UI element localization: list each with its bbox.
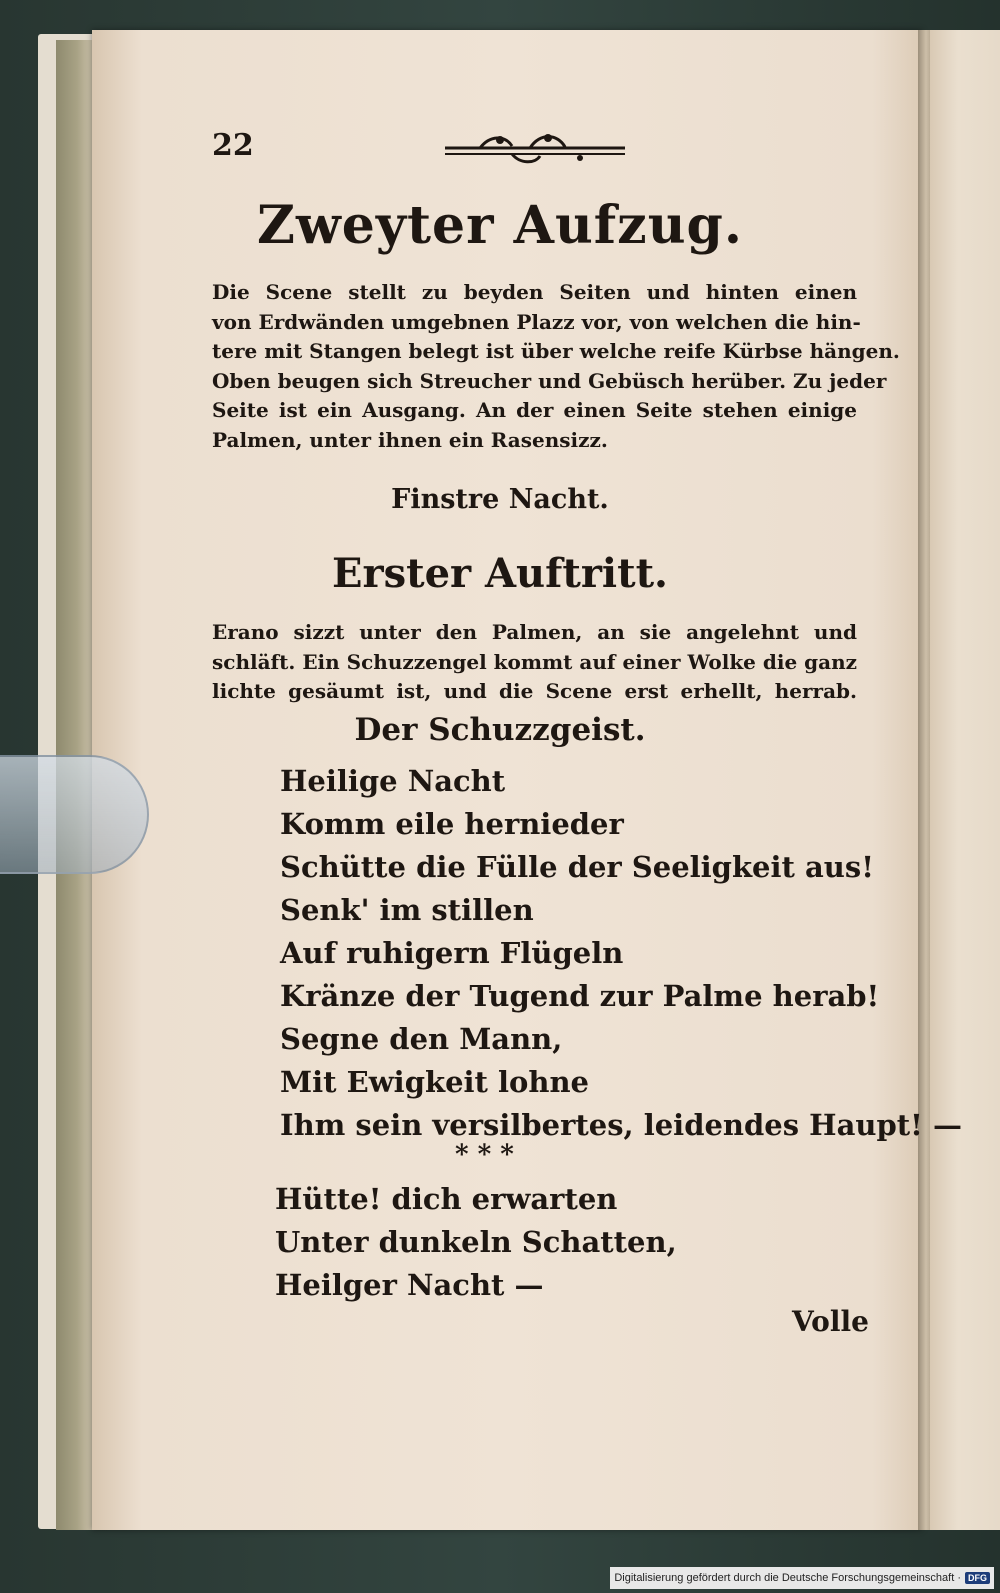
speaker-name: Der Schuzzgeist. bbox=[354, 712, 646, 748]
text-line: von Erdwänden umgebnen Plazz vor, von welchen die hin- bbox=[212, 309, 861, 334]
verse-line: Unter dunkeln Schatten, bbox=[275, 1225, 677, 1259]
scene-time: Finstre Nacht. bbox=[391, 484, 609, 515]
verse-block-2 bbox=[275, 1178, 677, 1307]
text-line: Palmen, unter ihnen ein Rasensizz. bbox=[212, 427, 608, 452]
dfg-logo-icon: DFG bbox=[965, 1572, 990, 1584]
stage-direction bbox=[212, 618, 857, 707]
verse-line: Mit Ewigkeit lohne bbox=[280, 1065, 590, 1099]
catchword: Volle bbox=[792, 1305, 869, 1338]
ornament-icon bbox=[440, 130, 630, 170]
verse-line: Heilger Nacht — bbox=[275, 1268, 544, 1302]
text-line: Erano sizzt unter den Palmen, an sie angelehnt und bbox=[212, 620, 857, 644]
verse-line: Komm eile hernieder bbox=[280, 807, 624, 841]
text-line: Die Scene stellt zu beyden Seiten und hinten einen bbox=[212, 280, 857, 304]
credit-text: Digitalisierung gefördert durch die Deutsche Forschungsgemeinschaft · bbox=[614, 1572, 961, 1584]
verse-line: Heilige Nacht bbox=[280, 764, 506, 798]
verse-line: Schütte die Fülle der Seeligkeit aus! bbox=[280, 850, 874, 884]
digitization-credit bbox=[610, 1567, 994, 1589]
text-line: Seite ist ein Ausgang. An der einen Seite stehen einige bbox=[212, 398, 857, 422]
page-clip bbox=[0, 755, 149, 874]
asterisk-divider: * * * bbox=[455, 1140, 514, 1170]
text-line: Oben beugen sich Streucher und Gebüsch herüber. Zu jeder bbox=[212, 368, 887, 393]
verse-line: Senk' im stillen bbox=[280, 893, 534, 927]
verse-line: Segne den Mann, bbox=[280, 1022, 563, 1056]
text-line: tere mit Stangen belegt ist über welche reife Kürbse hängen. bbox=[212, 339, 900, 363]
page-number: 22 bbox=[212, 128, 254, 163]
verse-line: Auf ruhigern Flügeln bbox=[280, 936, 624, 970]
verse-line: Ihm sein versilbertes, leidendes Haupt! — bbox=[280, 1108, 962, 1142]
verse-line: Hütte! dich erwarten bbox=[275, 1182, 618, 1216]
text-line: lichte gesäumt ist, und die Scene erst erhellt, herrab. bbox=[212, 679, 857, 703]
verse-block bbox=[280, 760, 962, 1147]
text-line: schläft. Ein Schuzzengel kommt auf einer Wolke die ganz bbox=[212, 649, 857, 674]
act-title: Zweyter Aufzug. bbox=[257, 195, 743, 256]
scene-title: Erster Auftritt. bbox=[332, 550, 668, 597]
scene-description bbox=[212, 278, 900, 455]
verse-line: Kränze der Tugend zur Palme herab! bbox=[280, 979, 880, 1013]
